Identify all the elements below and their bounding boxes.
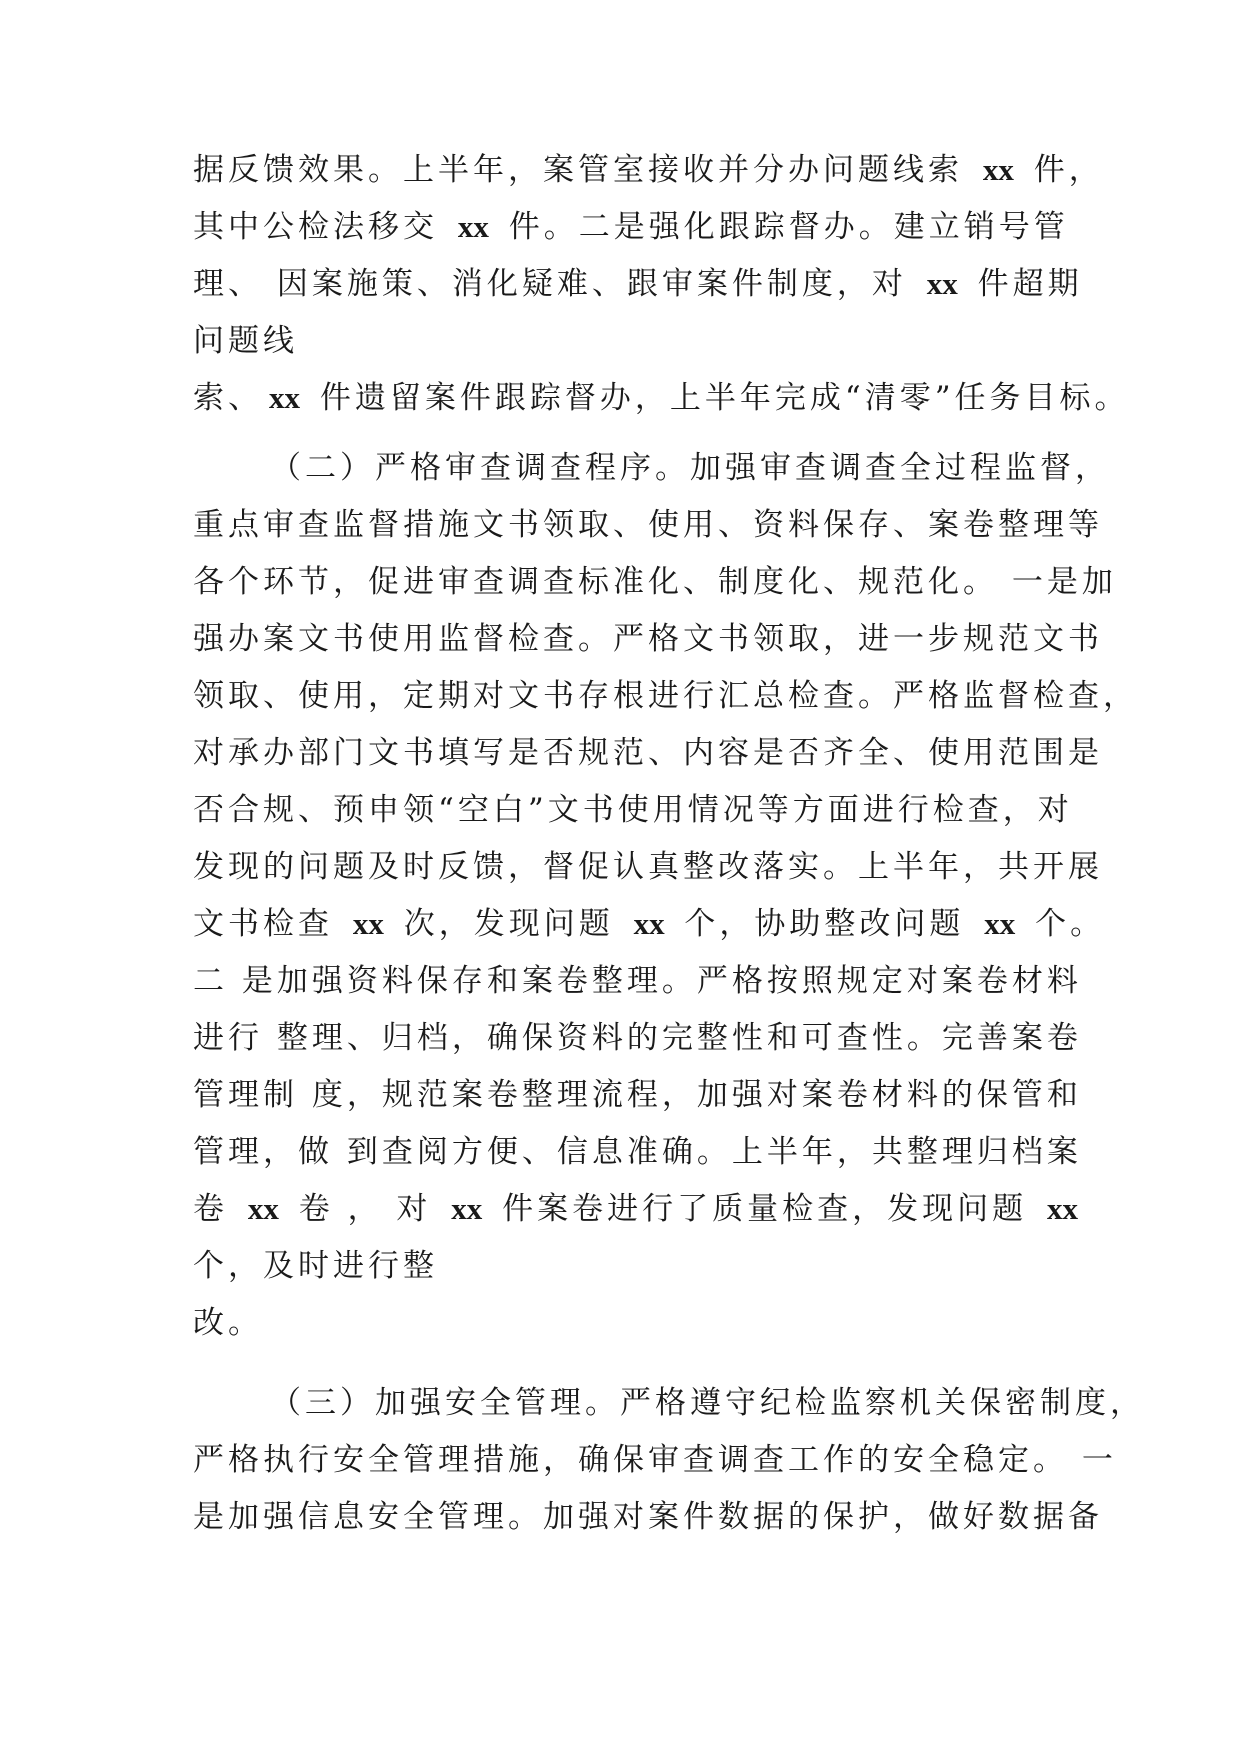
text-line: 二 是加强资料保存和案卷整理。严格按照规定对案卷材料 [193,963,1082,999]
text-line: 个，及时进行整 [193,1248,438,1284]
text-line: 强办案文书使用监督检查。严格文书领取，进一步规范文书 [193,621,1103,657]
text-line: 理、 因案施策、消化疑难、跟审案件制度，对 xx 件超期 [193,266,1083,302]
text-line: 对承办部门文书填写是否规范、内容是否齐全、使用范围是 [193,735,1103,771]
text-line: 卷 xx 卷 ， 对 xx 件案卷进行了质量检查，发现问题 xx [193,1191,1078,1227]
text-line: 管理，做 到查阅方便、信息准确。上半年，共整理归档案 [193,1134,1082,1170]
section-heading-line: （二）严格审查调查程序。加强审查调查全过程监督， [270,450,1110,486]
text-line: 领取、使用，定期对文书存根进行汇总检查。严格监督检查， [193,678,1138,714]
text-line: 其中公检法移交 xx 件。二是强化跟踪督办。建立销号管 [193,209,1069,245]
text-line: 重点审查监督措施文书领取、使用、资料保存、案卷整理等 [193,507,1103,543]
text-line: 据反馈效果。上半年，案管室接收并分办问题线索 xx 件， [193,152,1104,188]
text-line: 严格执行安全管理措施，确保审查调查工作的安全稳定。 一 [193,1442,1117,1478]
text-line: 索、 xx 件遗留案件跟踪督办，上半年完成“清零”任务目标。 [193,380,1130,416]
text-line: 管理制 度，规范案卷整理流程，加强对案卷材料的保管和 [193,1077,1082,1113]
text-line: 发现的问题及时反馈，督促认真整改落实。上半年，共开展 [193,849,1103,885]
text-line: 否合规、预申领“空白”文书使用情况等方面进行检查，对 [193,792,1073,828]
text-line: 文书检查 xx 次，发现问题 xx 个，协助整改问题 xx 个。 [193,906,1106,942]
section-heading-line: （三）加强安全管理。严格遵守纪检监察机关保密制度， [270,1385,1145,1421]
text-line: 各个环节，促进审查调查标准化、制度化、规范化。 一是加 [193,564,1117,600]
text-line: 是加强信息安全管理。加强对案件数据的保护，做好数据备 [193,1499,1103,1535]
text-line: 问题线 [193,323,298,359]
text-line: 进行 整理、归档，确保资料的完整性和可查性。完善案卷 [193,1020,1082,1056]
text-line: 改。 [193,1305,263,1341]
